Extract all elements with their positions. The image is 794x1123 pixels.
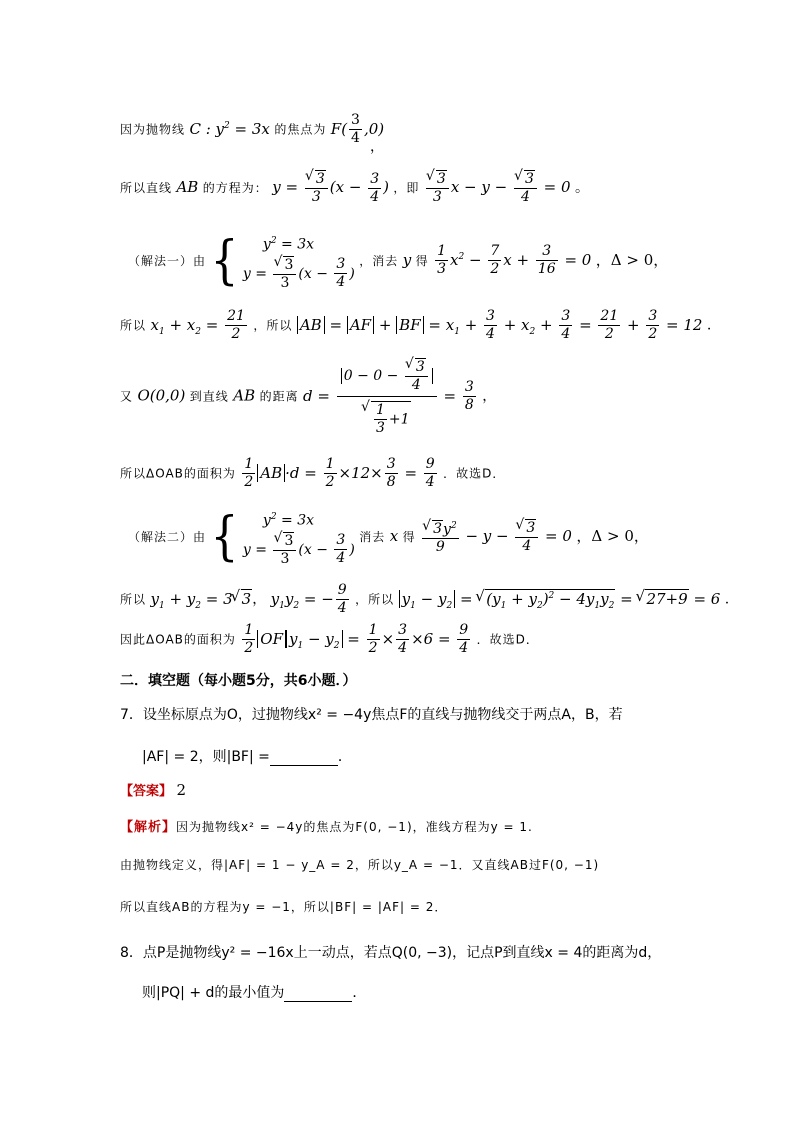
solution-line-ab-length (120, 308, 711, 343)
equation: $y_1y_2$ = − $\frac{9}{4}$ (270, 582, 347, 616)
text: 则|PQ| + d的最小值为 (142, 985, 285, 1001)
section-heading: 二．填空题（每小题5分，共6小题．） (120, 673, 357, 689)
question-7-line-2 (142, 746, 352, 766)
text: 所以直线 (120, 181, 173, 195)
text: 得 (402, 529, 416, 544)
solution-line-ab-equation (120, 170, 589, 206)
text: 的焦点为 (274, 122, 327, 137)
text: ，即 (393, 181, 420, 195)
text: ．故选D． (476, 632, 539, 647)
answer-value: 2 (176, 781, 187, 799)
label-ab: AB (233, 386, 256, 405)
text: 又 (120, 389, 134, 404)
analysis-tag: 【解析】 (120, 820, 177, 835)
solution-line-distance (120, 356, 496, 437)
equation-system: $y^2 = 3x$ y = √ $\frac{3}{3}$ (x − $\frac{3}{4}$ ) (243, 230, 355, 292)
equation: AB = AF + BF = $x_1$ + $\frac{3}{4}$ + $x_2$ + $\frac{3}{4}$ = $\frac{21}{2}$ + $\frac{3}{2}$ = 12 (297, 316, 703, 334)
text: ．故选D． (443, 466, 506, 481)
text: ，Δ > 0， (576, 526, 649, 545)
brace: { (210, 229, 239, 291)
text: 所以 (120, 318, 147, 333)
solution-line-area-two (120, 622, 539, 657)
brace: { (210, 505, 239, 567)
equation: $y_1 + y_2 = 3√$ 3 (150, 590, 252, 608)
text: . (724, 591, 730, 608)
var-y: y (402, 250, 412, 269)
answer-line (120, 780, 186, 799)
text: ，Δ > 0， (595, 250, 669, 269)
equation-system: $y^2 = 3x$ y = √ $\frac{3}{3}$ (x − $\frac{3}{4}$ ) (243, 506, 355, 568)
analysis-line-2: 由抛物线定义，得|AF| = 1 − y_A = 2，所以y_A = −1．又直线AB过F(0, −1) (120, 858, 600, 872)
text: ，消去 (359, 253, 399, 268)
text: 消去 (359, 529, 386, 544)
text: ，所以 (355, 592, 395, 607)
equation: d = 0 − 0 − √ $\frac{3}{4}$ √ $\frac{1}{3}$ +1 = $\frac{3}{8}$ (303, 387, 478, 405)
answer-blank (284, 987, 352, 1002)
text: 所以ΔOAB的面积为 (120, 466, 236, 481)
text: 的方程为： (202, 181, 268, 195)
text: 得 (415, 253, 429, 268)
solution-line-area (120, 456, 505, 491)
text: 。 (575, 180, 589, 196)
text: ． (352, 985, 367, 1001)
text: 的距离 (259, 389, 299, 404)
equation: $x_1 + x_2$ = $\frac{21}{2}$ (150, 308, 245, 342)
answer-blank (270, 751, 338, 766)
question-8-line-2 (142, 982, 366, 1002)
solution-method-one (128, 230, 668, 292)
point-o: O(0,0) (137, 386, 186, 405)
comma: ， (370, 139, 384, 155)
solution-method-two (128, 506, 649, 568)
equation: $\frac{1}{2}$ OF $y_1 - y_2$ = $\frac{1}{2}$ × $\frac{3}{4}$ ×6 = $\frac{9}{4}$ (244, 622, 469, 656)
text: ， (482, 388, 497, 405)
text: （解法二）由 (128, 529, 207, 544)
equation: $\frac{1}{3}$ $x^2$ − $\frac{7}{2}$ x + $\frac{3}{16}$ = 0 (437, 243, 592, 278)
text: . (706, 317, 712, 334)
equation: √ $\frac{3y^2}{9}$ − y − √ $\frac{3}{4}$ = 0 (420, 527, 572, 545)
text: |AF| = 2，则|BF| = (142, 749, 270, 765)
equation: $\frac{1}{2}$ AB ·d = $\frac{1}{2}$ ×12× $\frac{3}{8}$ = $\frac{9}{4}$ (244, 456, 435, 490)
solution-line-focus (120, 112, 384, 147)
focus-point: F( $\frac{3}{4}$ ,0) (330, 112, 385, 146)
analysis-line-3: 所以直线AB的方程为y = −1，所以|BF| = |AF| = 2． (120, 900, 448, 914)
equation: C : $y^2 = 3x$ (189, 119, 270, 138)
question-8-line-1: 8．点P是抛物线y² = −16x上一动点，若点Q(0, −3)，记点P到直线x = 4的距离为d， (120, 945, 662, 961)
equation: √ $\frac{3}{3}$ x − y − √ $\frac{3}{4}$ = 0 (424, 178, 571, 196)
equation: y = √ $\frac{3}{3}$ (x − $\frac{3}{4}$ ) (272, 178, 389, 196)
text: 到直线 (189, 389, 229, 404)
analysis-line-1 (120, 816, 533, 835)
text: （解法一）由 (128, 253, 207, 268)
label-ab: AB (176, 178, 199, 196)
question-7-line-1: 7．设坐标原点为O，过抛物线x² = −4y焦点F的直线与抛物线交于两点A，B，若 (120, 707, 623, 723)
var-x: x (389, 526, 399, 545)
solution-line-y-diff: 所以 $y_1 + y_2 = 3√$ 3， $y_1y_2$ = − $\frac{9}{4}$ ，所以 $y_1 - y_2$ = √ $(y_1 + y_2)^2 - 4y_1y_2$ = √ 27+9 = 6 . (120, 582, 729, 617)
text: 所以 (120, 592, 147, 607)
equation: $y_1 - y_2$ = √ $(y_1 + y_2)^2 - 4y_1y_2$ = √ 27+9 = 6 (399, 590, 721, 608)
text: 因为抛物线x² = −4y的焦点为F(0, −1)，准线方程为y = 1. (176, 820, 533, 834)
text: 因为抛物线 (120, 122, 186, 137)
text: ，所以 (253, 318, 293, 333)
text: 因此ΔOAB的面积为 (120, 632, 236, 647)
answer-tag: 【答案】 (120, 784, 173, 799)
text: ． (337, 749, 352, 765)
